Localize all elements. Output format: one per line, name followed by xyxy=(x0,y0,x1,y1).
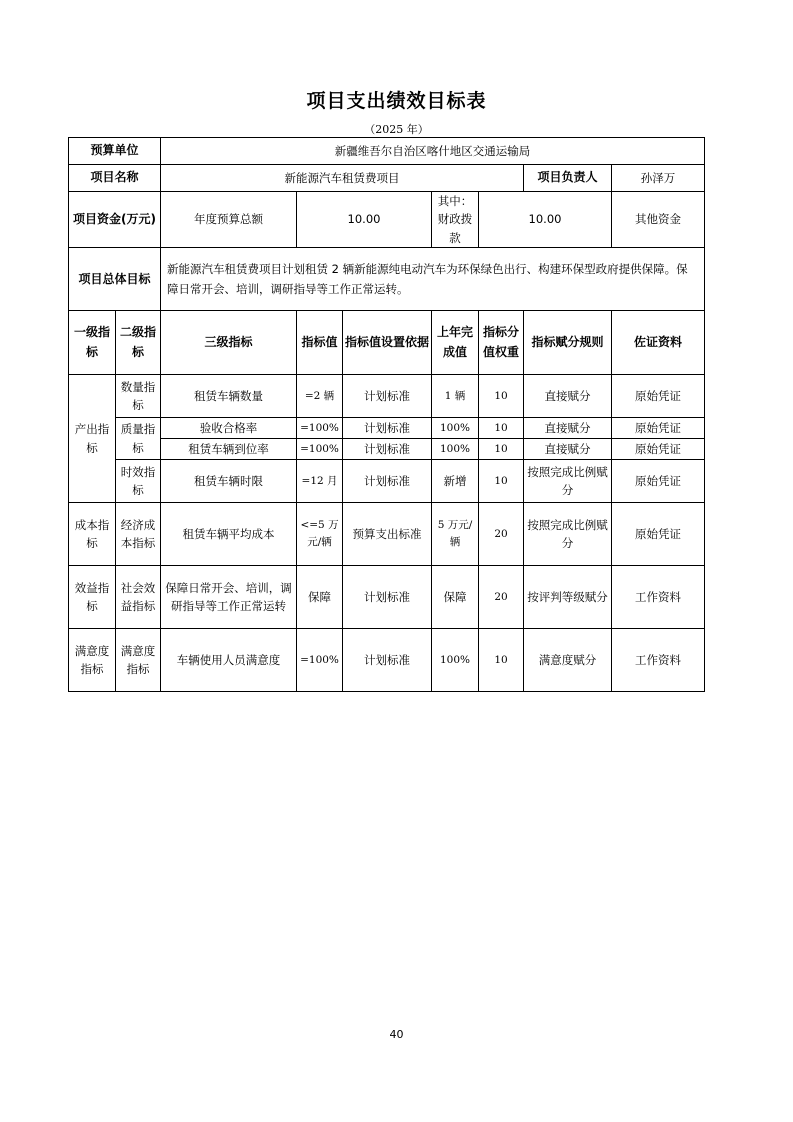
group-output: 产出指标 xyxy=(69,375,116,503)
rule-cell: 按照完成比例赋分 xyxy=(524,460,612,503)
header-level3: 三级指标 xyxy=(161,311,297,375)
level3-cell: 保障日常开会、培训，调研指导等工作正常运转 xyxy=(161,566,297,629)
level3-cell: 验收合格率 xyxy=(161,418,297,439)
header-basis: 指标值设置依据 xyxy=(343,311,432,375)
last-year-cell: 5 万元/辆 xyxy=(432,503,479,566)
evidence-cell: 原始凭证 xyxy=(612,503,705,566)
header-level1: 一级指标 xyxy=(69,311,116,375)
fiscal-label: 其中：财政拨款 xyxy=(432,192,479,248)
other-funds-label: 其他资金 xyxy=(612,192,705,248)
evidence-cell: 原始凭证 xyxy=(612,418,705,439)
level3-cell: 租赁车辆到位率 xyxy=(161,439,297,460)
basis-cell: 计划标准 xyxy=(343,375,432,418)
header-weight: 指标分值权重 xyxy=(479,311,524,375)
value-cell: <=5 万元/辆 xyxy=(297,503,343,566)
weight-cell: 10 xyxy=(479,460,524,503)
table-row xyxy=(69,629,705,692)
basis-cell: 计划标准 xyxy=(343,566,432,629)
rule-cell: 直接赋分 xyxy=(524,439,612,460)
evidence-cell: 工作资料 xyxy=(612,566,705,629)
table-row xyxy=(69,566,705,629)
basis-cell: 计划标准 xyxy=(343,418,432,439)
year-label: （2025 年） xyxy=(364,123,429,136)
last-year-cell: 100% xyxy=(432,418,479,439)
level2-cell: 满意度指标 xyxy=(116,629,161,692)
basis-cell: 计划标准 xyxy=(343,460,432,503)
goal-label: 项目总体目标 xyxy=(69,248,161,311)
basis-cell: 计划标准 xyxy=(343,629,432,692)
weight-cell: 10 xyxy=(479,418,524,439)
basis-cell: 计划标准 xyxy=(343,439,432,460)
funds-row xyxy=(69,192,705,248)
page-number: 40 xyxy=(389,1028,404,1041)
annual-budget-label: 年度预算总额 xyxy=(161,192,297,248)
annual-budget-value: 10.00 xyxy=(297,192,432,248)
value-cell: =100% xyxy=(297,418,343,439)
header-last-year: 上年完成值 xyxy=(432,311,479,375)
weight-cell: 10 xyxy=(479,629,524,692)
manager-value: 孙泽万 xyxy=(612,165,705,192)
value-cell: 保障 xyxy=(297,566,343,629)
table-row xyxy=(69,503,705,566)
level3-cell: 租赁车辆数量 xyxy=(161,375,297,418)
header-rule: 指标赋分规则 xyxy=(524,311,612,375)
last-year-cell: 保障 xyxy=(432,566,479,629)
group-cost: 成本指标 xyxy=(69,503,116,566)
rule-cell: 直接赋分 xyxy=(524,418,612,439)
header-row xyxy=(69,311,705,375)
value-cell: =12 月 xyxy=(297,460,343,503)
table-row xyxy=(69,418,705,439)
evidence-cell: 原始凭证 xyxy=(612,439,705,460)
header-value: 指标值 xyxy=(297,311,343,375)
evidence-cell: 工作资料 xyxy=(612,629,705,692)
budget-unit-label: 预算单位 xyxy=(69,138,161,165)
header-evidence: 佐证资料 xyxy=(612,311,705,375)
table-row xyxy=(69,439,705,460)
last-year-cell: 1 辆 xyxy=(432,375,479,418)
group-satisfaction: 满意度指标 xyxy=(69,629,116,692)
project-name-row xyxy=(69,165,705,192)
table-row xyxy=(69,375,705,418)
level2-cell: 数量指标 xyxy=(116,375,161,418)
value-cell: =100% xyxy=(297,629,343,692)
evidence-cell: 原始凭证 xyxy=(612,375,705,418)
goal-row xyxy=(69,248,705,311)
weight-cell: 10 xyxy=(479,375,524,418)
rule-cell: 满意度赋分 xyxy=(524,629,612,692)
level2-cell: 经济成本指标 xyxy=(116,503,161,566)
level2-cell: 时效指标 xyxy=(116,460,161,503)
table-row xyxy=(69,460,705,503)
funds-label: 项目资金(万元) xyxy=(69,192,161,248)
level2-cell: 质量指标 xyxy=(116,418,161,460)
value-cell: =2 辆 xyxy=(297,375,343,418)
rule-cell: 按照完成比例赋分 xyxy=(524,503,612,566)
budget-unit-row xyxy=(69,138,705,165)
level3-cell: 租赁车辆时限 xyxy=(161,460,297,503)
basis-cell: 预算支出标准 xyxy=(343,503,432,566)
performance-table xyxy=(68,137,705,692)
weight-cell: 10 xyxy=(479,439,524,460)
level2-cell: 社会效益指标 xyxy=(116,566,161,629)
budget-unit-value: 新疆维吾尔自治区喀什地区交通运输局 xyxy=(161,138,705,165)
project-name-label: 项目名称 xyxy=(69,165,161,192)
last-year-cell: 新增 xyxy=(432,460,479,503)
level3-cell: 车辆使用人员满意度 xyxy=(161,629,297,692)
fiscal-value: 10.00 xyxy=(479,192,612,248)
evidence-cell: 原始凭证 xyxy=(612,460,705,503)
project-name-value: 新能源汽车租赁费项目 xyxy=(161,165,524,192)
header-level2: 二级指标 xyxy=(116,311,161,375)
value-cell: =100% xyxy=(297,439,343,460)
rule-cell: 按评判等级赋分 xyxy=(524,566,612,629)
last-year-cell: 100% xyxy=(432,629,479,692)
weight-cell: 20 xyxy=(479,566,524,629)
goal-text: 新能源汽车租赁费项目计划租赁 2 辆新能源纯电动汽车为环保绿色出行、构建环保型政府提供保障。保障日常开会、培训，调研指导等工作正常运转。 xyxy=(161,248,705,311)
rule-cell: 直接赋分 xyxy=(524,375,612,418)
level3-cell: 租赁车辆平均成本 xyxy=(161,503,297,566)
weight-cell: 20 xyxy=(479,503,524,566)
manager-label: 项目负责人 xyxy=(524,165,612,192)
group-benefit: 效益指标 xyxy=(69,566,116,629)
page-title: 项目支出绩效目标表 xyxy=(306,90,487,112)
last-year-cell: 100% xyxy=(432,439,479,460)
